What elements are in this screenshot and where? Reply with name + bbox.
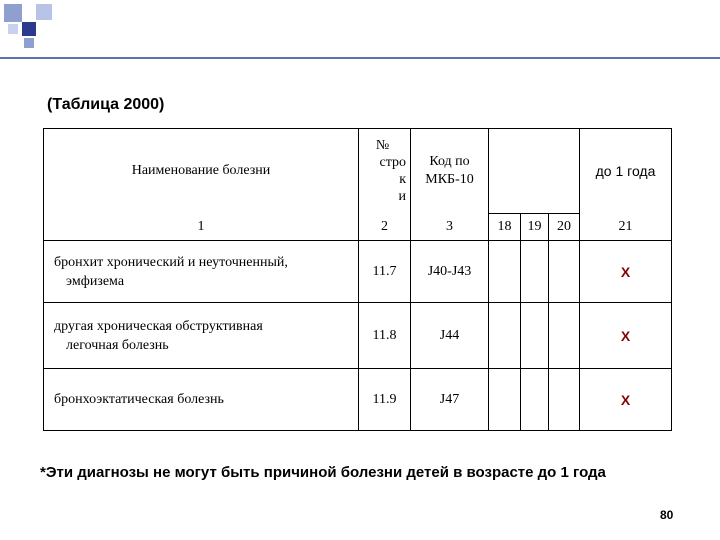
header-age: до 1 года xyxy=(580,129,672,214)
icd-code: J47 xyxy=(411,369,489,431)
decor-square-3 xyxy=(36,4,52,20)
empty-cell xyxy=(521,369,549,431)
empty-cell xyxy=(489,303,521,369)
empty-cell xyxy=(489,241,521,303)
decor-square-2 xyxy=(22,22,36,36)
decor-square-1 xyxy=(4,4,22,22)
row-number: 11.8 xyxy=(359,303,411,369)
icd-code: J44 xyxy=(411,303,489,369)
table-row xyxy=(44,241,672,303)
disease-table xyxy=(43,128,672,431)
table-row xyxy=(44,369,672,431)
footnote: *Эти диагнозы не могут быть причиной болезни детей в возрасте до 1 года xyxy=(40,464,606,481)
colnum: 20 xyxy=(549,214,580,241)
table-row xyxy=(44,303,672,369)
header-empty xyxy=(489,129,580,214)
empty-cell xyxy=(549,303,580,369)
empty-cell xyxy=(549,369,580,431)
colnum: 2 xyxy=(359,214,411,241)
header-row-number: № стро к и xyxy=(359,129,411,214)
empty-cell xyxy=(549,241,580,303)
disease-name: другая хроническая обструктивная легочная болезнь xyxy=(44,303,359,369)
row-number: 11.9 xyxy=(359,369,411,431)
decor-square-4 xyxy=(8,24,18,34)
colnum: 19 xyxy=(521,214,549,241)
colnum: 3 xyxy=(411,214,489,241)
empty-cell xyxy=(489,369,521,431)
row-number: 11.7 xyxy=(359,241,411,303)
colnum: 1 xyxy=(44,214,359,241)
empty-cell xyxy=(521,241,549,303)
mark-cell: X xyxy=(580,303,672,369)
header-rule xyxy=(0,57,720,59)
decor-square-5 xyxy=(24,38,34,48)
empty-cell xyxy=(521,303,549,369)
icd-code: J40-J43 xyxy=(411,241,489,303)
mark-cell: X xyxy=(580,241,672,303)
mark-cell: X xyxy=(580,369,672,431)
disease-name: бронхит хронический и неуточненный, эмфизема xyxy=(44,241,359,303)
header-name: Наименование болезни xyxy=(44,129,359,214)
page-number: 80 xyxy=(660,508,674,522)
column-numbers-row xyxy=(44,214,672,241)
colnum: 18 xyxy=(489,214,521,241)
header-code: Код по МКБ-10 xyxy=(411,129,489,214)
header-row xyxy=(44,129,672,214)
disease-name: бронхоэктатическая болезнь xyxy=(44,369,359,431)
colnum: 21 xyxy=(580,214,672,241)
table-caption: (Таблица 2000) xyxy=(47,96,165,113)
